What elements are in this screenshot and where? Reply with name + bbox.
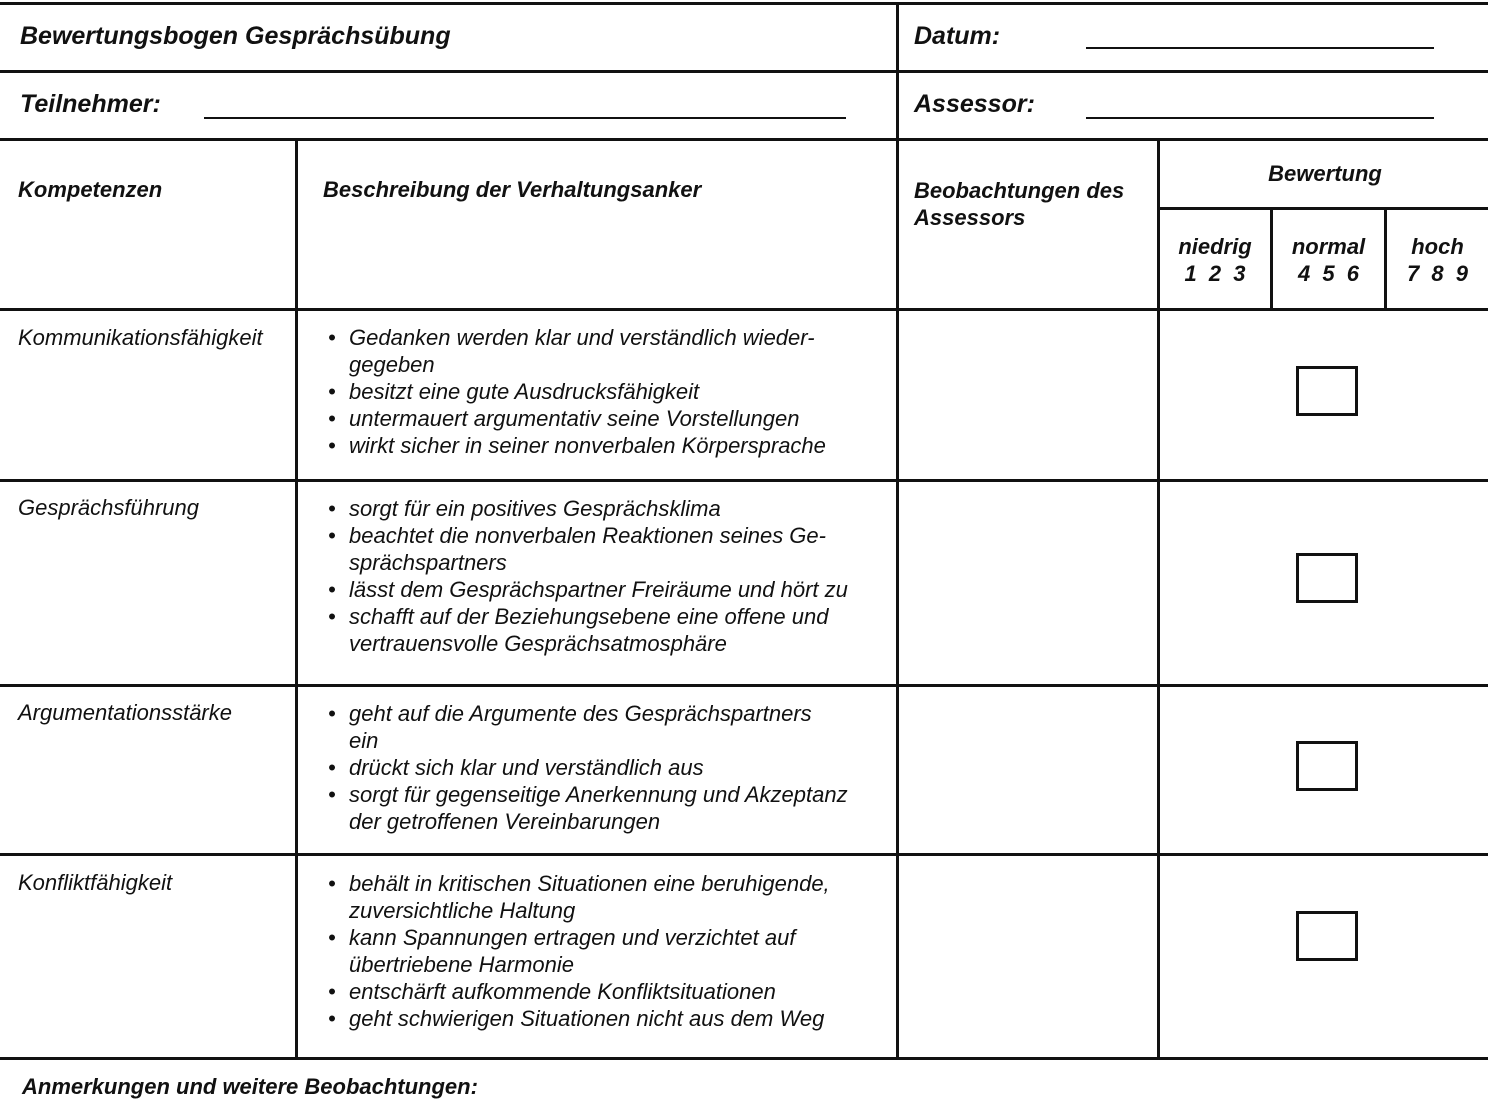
table-bottom-border <box>0 1057 1488 1060</box>
anchor-list <box>323 700 903 835</box>
anchor-item: • untermauert argumentativ seine Vorstellungen <box>323 405 903 432</box>
observations-header-line: Assessors <box>914 205 1026 230</box>
anchor-item: • besitzt eine gute Ausdrucksfähigkeit <box>323 378 903 405</box>
anchor-item: • sorgt für ein positives Gesprächsklima <box>323 495 903 522</box>
scale-low-numbers: 1 2 3 <box>1184 261 1246 286</box>
scale-low <box>1160 233 1270 287</box>
anchor-list <box>323 870 903 1032</box>
assessor-label: Assessor: <box>914 90 1035 118</box>
rating-checkbox[interactable] <box>1296 911 1358 961</box>
competency-label: Konfliktfähigkeit <box>18 870 173 895</box>
anchor-item: • kann Spannungen ertragen und verzichtet auf übertriebene Harmonie <box>323 924 903 978</box>
notes-label: Anmerkungen und weitere Beobachtungen: <box>22 1074 478 1099</box>
anchor-item: • lässt dem Gesprächspartner Freiräume und hört zu <box>323 576 903 603</box>
scale-low-label: niedrig <box>1178 234 1252 259</box>
observations-header-line: Beobachtungen des <box>914 178 1125 203</box>
observations-header <box>914 177 1124 231</box>
header-divider <box>0 70 1488 73</box>
competency-label: Gesprächsführung <box>18 495 199 520</box>
participant-label: Teilnehmer: <box>20 90 161 118</box>
competency-label: Kommunikationsfähigkeit <box>18 325 263 350</box>
competency-label: Argumentationsstärke <box>18 700 232 725</box>
row-divider-3 <box>0 853 1488 856</box>
rating-subheader-divider <box>1158 207 1488 210</box>
row-divider-1 <box>0 479 1488 482</box>
anchor-list <box>323 324 903 459</box>
scale-normal-numbers: 4 5 6 <box>1298 261 1359 286</box>
competency-column-divider <box>295 138 298 1060</box>
anchor-item: • Gedanken werden klar und verständlich wieder- gegeben <box>323 324 903 378</box>
anchor-item: • behält in kritischen Situationen eine beruhigende, zuversichtliche Haltung <box>323 870 903 924</box>
date-field[interactable] <box>1086 47 1434 49</box>
anchor-item: • drückt sich klar und verständlich aus <box>323 754 903 781</box>
rating-checkbox[interactable] <box>1296 366 1358 416</box>
row-divider-2 <box>0 684 1488 687</box>
scale-normal <box>1273 233 1384 287</box>
rating-checkbox[interactable] <box>1296 741 1358 791</box>
top-border <box>0 2 1488 5</box>
scale-high-label: hoch <box>1411 234 1464 259</box>
header-bottom-border <box>0 138 1488 141</box>
anchor-item: • schafft auf der Beziehungsebene eine offene und vertrauensvolle Gesprächsatmosphäre <box>323 603 903 657</box>
anchors-header: Beschreibung der Verhaltungsanker <box>323 177 702 202</box>
rating-header: Bewertung <box>1268 161 1382 186</box>
date-label: Datum: <box>914 22 1001 50</box>
anchor-item: • sorgt für gegenseitige Anerkennung und Akzeptanz der getroffenen Vereinbarungen <box>323 781 903 835</box>
participant-field[interactable] <box>204 117 846 119</box>
anchor-item: • geht schwierigen Situationen nicht aus dem Weg <box>323 1005 903 1032</box>
scale-normal-label: normal <box>1291 234 1366 259</box>
anchor-item: • beachtet die nonverbalen Reaktionen seines Ge- sprächspartners <box>323 522 903 576</box>
anchor-item: • entschärft aufkommende Konfliktsituationen <box>323 978 903 1005</box>
form-title: Bewertungsbogen Gesprächsübung <box>20 22 451 50</box>
assessor-field[interactable] <box>1086 117 1434 119</box>
anchor-item: • geht auf die Argumente des Gesprächspartners ein <box>323 700 903 754</box>
scale-high <box>1387 233 1488 287</box>
rating-checkbox[interactable] <box>1296 553 1358 603</box>
column-header-bottom-border <box>0 308 1488 311</box>
anchor-item: • wirkt sicher in seiner nonverbalen Körpersprache <box>323 432 903 459</box>
scale-high-numbers: 7 8 9 <box>1407 261 1468 286</box>
anchor-list <box>323 495 903 657</box>
competencies-header: Kompetenzen <box>18 177 163 202</box>
